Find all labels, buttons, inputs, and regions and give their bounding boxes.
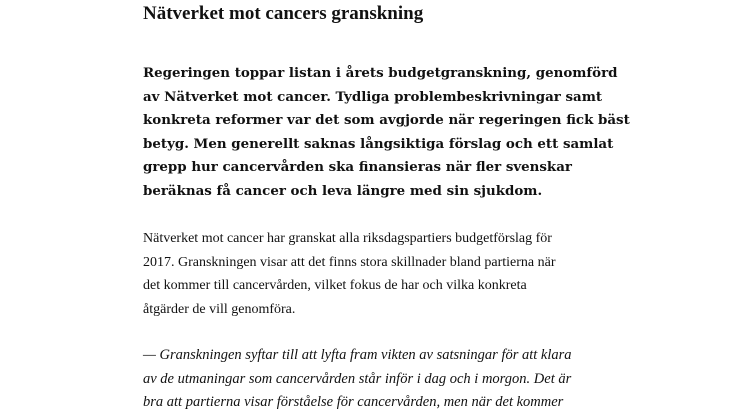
- body-paragraph: [143, 227, 556, 321]
- quote-line: — Granskningen syftar till att lyfta fram vikten av satsningar för att klara: [143, 347, 572, 363]
- quote-line: bra att partierna visar förståelse för cancervården, men när det kommer: [143, 394, 564, 410]
- body-line: 2017. Granskningen visar att det finns stora skillnader bland partierna när: [143, 254, 556, 270]
- body-line: Nätverket mot cancer har granskat alla riksdagspartiers budgetförslag för: [143, 231, 552, 246]
- quote-paragraph: [143, 344, 572, 415]
- lede-line: betyg. Men generellt saknas långsiktiga förslag och ett samlat: [143, 135, 614, 152]
- lede-line: av Nätverket mot cancer. Tydliga problembeskrivningar samt: [143, 88, 603, 105]
- body-line: åtgärder de vill genomföra.: [143, 301, 296, 317]
- body-line: det kommer till cancervården, vilket fokus de har och vilka konkreta: [143, 278, 527, 293]
- article-title: Nätverket mot cancers granskning: [143, 3, 424, 24]
- article-lede: [143, 62, 630, 203]
- lede-line: konkreta reformer var det som avgjorde när regeringen fick bäst: [143, 112, 630, 128]
- lede-line: grepp hur cancervården ska finansieras när fler svenskar: [143, 159, 572, 175]
- lede-line: beräknas få cancer och leva längre med sin sjukdom.: [143, 182, 543, 199]
- lede-line: Regeringen toppar listan i årets budgetgranskning, genomförd: [143, 65, 618, 81]
- quote-line: av de utmaningar som cancervården står inför i dag och i morgon. Det är: [143, 370, 572, 387]
